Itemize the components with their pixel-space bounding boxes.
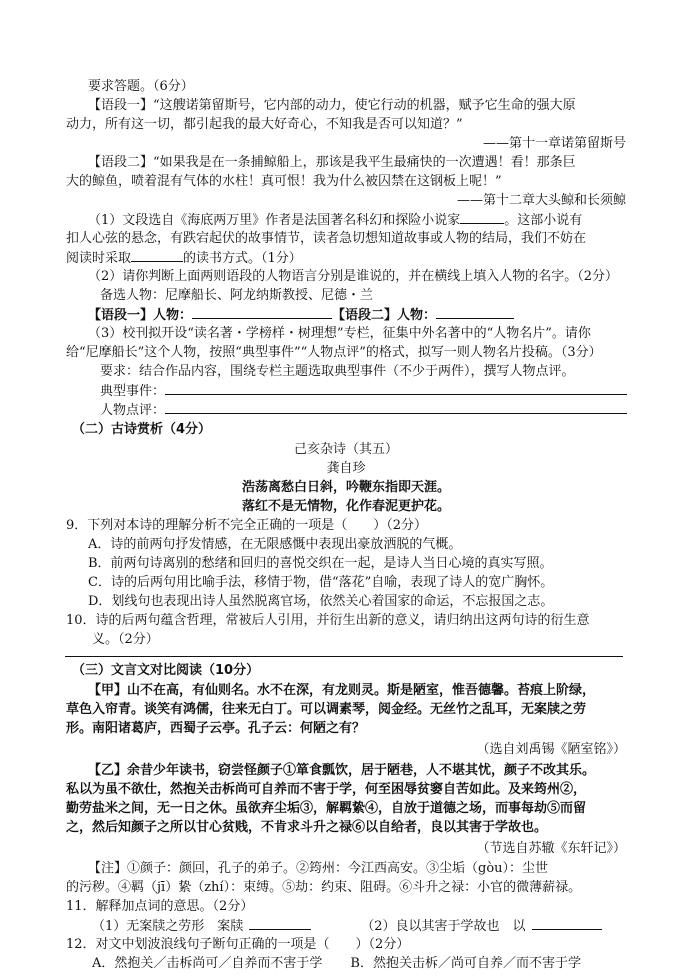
q1-text: 阅读时采取 <box>66 251 132 266</box>
poem-author: 龚自珍 <box>326 461 366 476</box>
q12-options <box>0 955 692 972</box>
q9-option-b: B．前两句诗离别的愁绪和回归的喜悦交织在一起，是诗人当日心境的真实写照。 <box>88 556 553 571</box>
text-jia-line: 形。南阳诸葛庐，西蜀子云亭。孔子云：何陋之有？ <box>66 721 366 736</box>
q11-item-1-blank[interactable] <box>249 917 311 930</box>
poem-title: 己亥杂诗（其五） <box>293 442 398 457</box>
text-yi-line: 私以为虽不欲仕，然抱关击柝尚可自养而不害于学，何至困辱贫窭自苦如此。及来筠州②， <box>66 782 587 797</box>
candidate-characters: 备选人物：尼摩船长、阿龙纳斯教授、尼德・兰 <box>100 288 374 303</box>
passage-two-source: ——第十二章大头鲸和长须鲸 <box>456 193 626 208</box>
reading-method-blank[interactable] <box>131 249 183 262</box>
passage-one-line: 动力，所有这一切，都引起我的最大好奇心，不知我是否可以知道？” <box>66 117 463 132</box>
text-yi-line: 勤劳盐米之间，无一日之休。虽欲弃尘垢③，解羁絷④，自放于道德之场，而事每劫⑤而留 <box>66 801 587 816</box>
q2-answer-line <box>0 306 692 324</box>
text-yi-line: 【乙】余昔少年读书，窃尝怪颜子①箪食瓢饮，居于陋巷，人不堪其忧，颜子不改其乐。 <box>88 763 596 778</box>
typical-events-blank[interactable] <box>165 382 627 395</box>
notes-line: 的污秽。④羁（jī）絷（zhí）：束缚。⑤劫：约束、阻碍。⑥斗升之禄：小官的微薄薪禄。 <box>66 880 582 895</box>
text-yi-line: 之，然后知颜子之所以甘心贫贱，不肯求斗升之禄⑥以自给者，良以其害于学故也。 <box>66 820 548 835</box>
q11-item-2-blank[interactable] <box>532 917 602 930</box>
q10-stem: 10．诗的后两句蕴含哲理，常被后人引用，并衍生出新的意义，请归纳出这两句诗的衍生意 <box>66 613 590 628</box>
typical-events-line <box>0 382 692 400</box>
q11-item-1: （1）无案牍之劳形 案牍 <box>92 919 244 934</box>
q1-line: 扣人心弦的悬念，有跌宕起伏的故事情节，读者急切想知道故事或人物的结局，我们不妨在 <box>66 231 587 246</box>
q1-line <box>0 211 692 229</box>
character-review-blank[interactable] <box>165 401 627 414</box>
typical-events-label: 典型事件： <box>100 384 166 399</box>
text-jia-source: （选自刘禹锡《陋室铭》） <box>476 742 626 757</box>
passage-two-line: 大的鲸鱼，喷着混有气体的水柱！真可恨！我为什么被囚禁在这钢板上呢！” <box>66 174 502 189</box>
text-jia-line: 草色入帘青。谈笑有鸿儒，往来无白丁。可以调素琴，阅金经。无丝竹之乱耳，无案牍之劳 <box>66 702 587 717</box>
q9-option-a: A．诗的前两句抒发情感，在无限感慨中表现出豪放洒脱的气概。 <box>88 537 462 552</box>
notes-line: 【注】①颜子：颜回，孔子的弟子。②筠州：今江西高安。③尘垢（gòu）：尘世 <box>88 861 549 876</box>
q10-answer-line[interactable] <box>65 656 623 657</box>
q9-option-d: D．划线句也表现出诗人虽然脱离官场，依然关心着国家的命运，不忘报国之志。 <box>88 594 554 609</box>
passage-one-person-label: 【语段一】人物： <box>88 308 193 323</box>
q11-stem: 11．解释加点词的意思。（2分） <box>66 899 254 914</box>
question-intro: 要求答题。（6分） <box>88 79 194 94</box>
poem-line: 落红不是无情物，化作春泥更护花。 <box>241 499 450 514</box>
q11-items <box>0 917 692 935</box>
q1-text: （1）文段选自《海底两万里》作者是法国著名科幻和探险小说家 <box>88 213 461 228</box>
q12-option-b: B．然抱关击柝／尚可自养／而不害于学 <box>350 956 581 971</box>
q3-line: 给“尼摩船长”这个人物，按照“典型事件”“人物点评”的格式，拟写一则人物名片投稿。（3分） <box>66 345 602 360</box>
passage-two-person-label: 【语段二】人物： <box>332 308 437 323</box>
q1-text-cont: 。这部小说有 <box>504 213 583 228</box>
passage-two-person-blank[interactable] <box>436 306 514 319</box>
q11-item-2: （2）良以其害于学故也 以 <box>361 919 526 934</box>
text-yi-source: （节选自苏辙《东轩记》） <box>476 841 626 856</box>
q3-line: （3）校刊拟开设“读名著・学榜样・树理想”专栏，征集中外名著中的“人物名片”。请你 <box>88 326 591 341</box>
text-jia-line: 【甲】山不在高，有仙则名。水不在深，有龙则灵。斯是陋室，惟吾德馨。苔痕上阶绿， <box>88 683 596 698</box>
section-three-heading: （三）文言文对比阅读（10分） <box>72 663 260 678</box>
passage-one-person-blank[interactable] <box>192 306 332 319</box>
q1-text-cont: 的读书方式。（1分） <box>183 251 302 266</box>
poem-line: 浩荡离愁白日斜，吟鞭东指即天涯。 <box>241 480 450 495</box>
section-two-heading: （二）古诗赏析（4分） <box>72 422 212 437</box>
q9-option-c: C．诗的后两句用比喻手法，移情于物，借“落花”自喻，表现了诗人的宽广胸怀。 <box>88 575 554 590</box>
passage-one-line: 【语段一】“这艘诺第留斯号，它内部的动力，使它行动的机器，赋予它生命的强大原 <box>88 98 576 113</box>
q3-requirement: 要求：结合作品内容，围绕专栏主题选取典型事件（不少于两件），撰写人物点评。 <box>100 364 575 379</box>
q12-stem: 12．对文中划波浪线句子断句正确的一项是（ ）（2分） <box>66 937 410 952</box>
author-answer-blank[interactable] <box>460 211 504 224</box>
q9-stem: 9．下列对本诗的理解分析不完全正确的一项是（ ）（2分） <box>66 518 428 533</box>
q2-line: （2）请你判断上面两则语段的人物语言分别是谁说的，并在横线上填入人物的名字。（2分） <box>88 269 619 284</box>
character-review-line <box>0 401 692 419</box>
q12-option-a: A．然抱关／击柝尚可／自养而不害于学 <box>92 956 323 971</box>
passage-two-line: 【语段二】“如果我是在一条捕鲸船上，那该是我平生最痛快的一次遭遇！看！那条巨 <box>88 155 576 170</box>
q1-line <box>0 249 692 267</box>
passage-one-source: ——第十一章诺第留斯号 <box>482 136 626 151</box>
character-review-label: 人物点评： <box>100 403 166 418</box>
q10-stem-cont: 义。（2分） <box>92 632 159 647</box>
